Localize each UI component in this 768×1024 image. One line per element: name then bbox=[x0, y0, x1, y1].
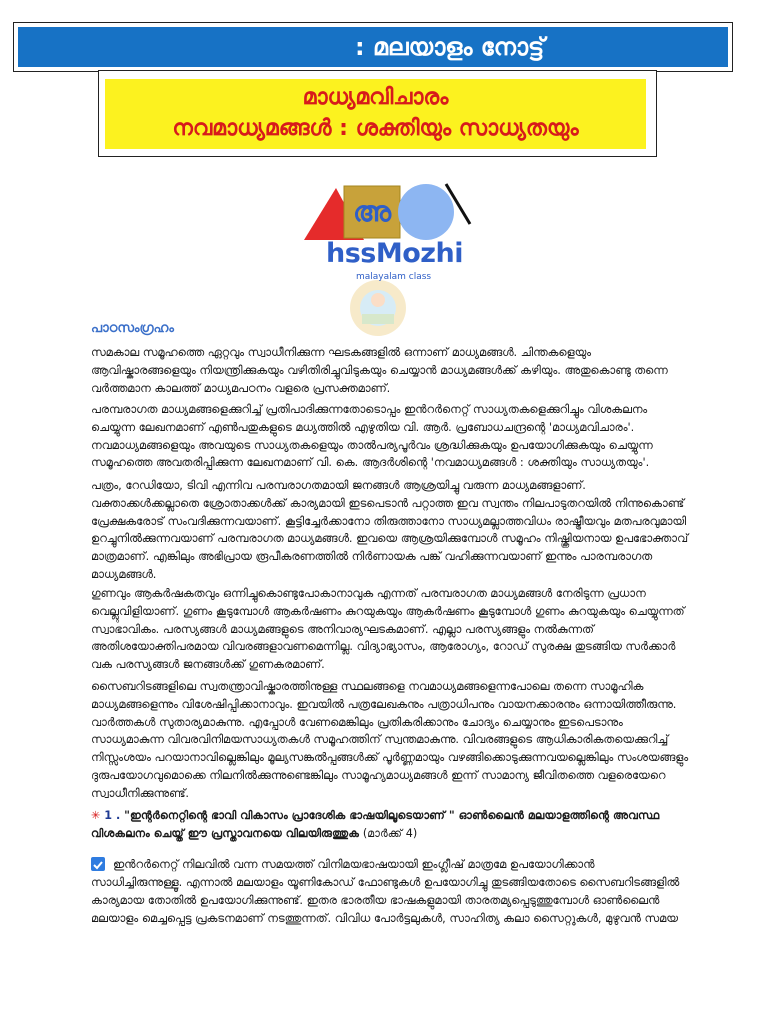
header-frame bbox=[13, 22, 733, 72]
watermark-emblem bbox=[350, 280, 406, 336]
header-title: : മലയാളം നോട്ട് bbox=[355, 33, 545, 61]
header-bar bbox=[18, 27, 728, 67]
paragraph-4: ഗുണവും ആകർഷകതവും ഒന്നിച്ചുകൊണ്ടുപോകാനാവുക എന്നത് പരമ്പരാഗത മാധ്യമങ്ങൾ നേരിടുന്ന പ്രധാന വെല്ലുവിളിയാണ്. ഗുണം കൂടുമ്പോൾ ആകർഷണം കുറയുകയും ആകർഷണം കൂടുമ്പോൾ ഗുണം കുറയുകയും ചെയ്യുന്നത് സ്വാഭാവികം. പരസ്യങ്ങൾ മാധ്യമങ്ങളുടെ അനിവാര്യഘടകമാണ്. എല്ലാ പരസ്യങ്ങളും നൽകുന്നത് അതിശയോക്തിപരമായ വിവരങ്ങളാവണമെന്നില്ല. വിദ്യാഭ്യാസം, ആരോഗ്യം, റോഡ് സുരക്ഷ തുടങ്ങിയ സർക്കാർ വക പരസ്യങ്ങൾ ജനങ്ങൾക്ക് ഗുണകരമാണ്. bbox=[91, 586, 685, 672]
question-block bbox=[91, 807, 691, 843]
logo-letter: അ bbox=[352, 195, 392, 228]
title-frame bbox=[98, 70, 657, 157]
pin-icon: ✳ bbox=[91, 809, 101, 822]
question-number: 1 . bbox=[104, 809, 121, 822]
answer-text: ഇൻറർനെറ്റ് നിലവിൽ വന്ന സമയത്ത് വിനിമയഭാഷയായി ഇംഗ്ലീഷ് മാത്രമേ ഉപയോഗിക്കാൻ സാധിച്ചിരുന്നുള്ളൂ. എന്നാൽ മലയാളം യൂണികോഡ് ഫോണ്ടുകൾ ഉപയോഗിച്ചു തുടങ്ങിയതോടെ സൈബറിടങ്ങളിൽ കാര്യമായ തോതിൽ ഉപയോഗിക്കുന്നുണ്ട്. ഇതര ഭാരതീയ ഭാഷകളുമായി താരതമ്യപ്പെടുത്തുമ്പോൾ ഓൺലൈൻ മലയാളം മെച്ചപ്പെട്ട പ്രകടനമാണ് നടത്തുന്നത്. വിവിധ പോർട്ടലുകൾ, സാഹിത്യ കലാ സൈറ്റുകൾ, മുഴുവൻ സമയ bbox=[91, 857, 680, 925]
question-text: "ഇന്റർനെറ്റിന്റെ ഭാവി വികാസം പ്രാദേശിക ഭാഷയിലൂടെയാണ് " ഓൺലൈൻ മലയാളത്തിന്റെ അവസ്ഥ വിശകലനം ചെയ്ത് ഈ പ്രസ്താവനയെ വിലയിരുത്തുക bbox=[91, 809, 660, 840]
section-heading: പാഠസംഗ്രഹം bbox=[91, 321, 174, 336]
title-line-1: മാധ്യമവിചാരം bbox=[302, 85, 449, 110]
paragraph-3: പത്രം, റേഡിയോ, ടിവി എന്നിവ പരമ്പരാഗതമായി ജനങ്ങൾ ആശ്രയിച്ചു വരുന്ന മാധ്യമങ്ങളാണ്. വക്താക്കൾക്കല്ലാതെ ശ്രോതാക്കൾക്ക് കാര്യമായി ഇടപെടാൻ പറ്റാത്ത ഇവ സ്വന്തം നിലപാടുതറയിൽ നിന്നുകൊണ്ട് പ്രേക്ഷകരോട് സംവദിക്കുന്നവയാണ്. കൂട്ടിച്ചേർക്കാനോ തിരുത്താനോ സാധ്യമല്ലാത്തവിധം രാഷ്ട്രീയവും മതപരവുമായി ഉറച്ചുനിൽക്കുന്നവയാണ് പരമ്പരാഗത മാധ്യമങ്ങൾ. ഇവയെ ആശ്രയിക്കുമ്പോൾ സമൂഹം നിഷ്ക്രിയനായ ഉപഭോക്താവ് മാത്രമാണ്. എങ്കിലും അഭിപ്രായ രൂപീകരണത്തിൽ നിർണായക പങ്ക് വഹിക്കുന്നവയാണ് ഇന്നും പാരമ്പരാഗത മാധ്യമങ്ങൾ. bbox=[91, 478, 688, 581]
paragraph-1: സമകാല സമൂഹത്തെ ഏറ്റവും സ്വാധീനിക്കുന്ന ഘടകങ്ങളിൽ ഒന്നാണ് മാധ്യമങ്ങൾ. ചിന്തകളെയും ആവിഷ്കാരങ്ങളെയും നിയന്ത്രിക്കുകയും വഴിതിരിച്ചുവിടുകയും ചെയ്യാൻ മാധ്യമങ്ങൾക്ക് കഴിയും. അതുകൊണ്ടു തന്നെ വർത്തമാന കാലത്ത് മാധ്യമപഠനം വളരെ പ്രസക്തമാണ്. bbox=[91, 345, 668, 395]
blue-circle bbox=[398, 184, 454, 240]
title-box bbox=[105, 79, 646, 149]
logo-subtitle: malayalam class bbox=[356, 272, 432, 282]
title-line-2: നവമാധ്യമങ്ങൾ : ശക്തിയും സാധ്യതയും bbox=[172, 116, 579, 141]
paragraph-2: പരമ്പരാഗത മാധ്യമങ്ങളെക്കുറിച്ച് പ്രതിപാദിക്കുന്നതോടൊപ്പം ഇൻറർനെറ്റ് സാധ്യതകളെക്കുറിച്ചും വിശകലനം ചെയ്യുന്ന ലേഖനമാണ് എൺപതുകളുടെ മധ്യത്തിൽ എഴുതിയ വി. ആർ. പ്രബോധചന്ദ്രന്റെ 'മാധ്യമവിചാരം'. നവമാധ്യമങ്ങളെയും അവയുടെ സാധ്യതകളെയും താൽപര്യപൂർവം ശ്രദ്ധിക്കുകയും ഉപയോഗിക്കുകയും ചെയ്യുന്ന സമൂഹത്തെ അവതരിപ്പിക്കുന്ന ലേഖനമാണ് വി. കെ. ആദർശിന്റെ 'നവമാധ്യമങ്ങൾ : ശക്തിയും സാധ്യതയും'. bbox=[91, 402, 653, 470]
logo-name: hssMozhi bbox=[326, 238, 463, 269]
question-marks: (മാർക്ക് 4) bbox=[362, 827, 418, 840]
hssmozhi-logo bbox=[300, 180, 475, 345]
paragraph-5: സൈബറിടങ്ങളിലെ സ്വതന്ത്രാവിഷ്കാരത്തിനുള്ള സ്ഥലങ്ങളെ നവമാധ്യമങ്ങളെന്നപോലെ തന്നെ സാമൂഹിക മാധ്യമങ്ങളെന്നും വിശേഷിപ്പിക്കാനാവും. ഇവയിൽ പത്രലേഖകനും പത്രാധിപനും വായനക്കാരനും ഒന്നായിത്തീരുന്നു. വാർത്തകൾ സുതാര്യമാകുന്നു. എപ്പോൾ വേണമെങ്കിലും പ്രതികരിക്കാനും ചോദ്യം ചെയ്യാനും ഇടപെടാനും സാധ്യമാകുന്ന വിവരവിനിമയസാധ്യതകൾ സമൂഹത്തിന് സ്വന്തമാകുന്നു. വിവരങ്ങളുടെ ആധികാരികതയെക്കുറിച്ച് നിസ്സംശയം പറയാനാവില്ലെങ്കിലും മൂല്യസങ്കൽപ്പങ്ങൾക്ക് പൂർണ്ണമായും വഴങ്ങിക്കൊടുക്കുന്നവയല്ലെങ്കിലും സംശയങ്ങളും ദുരുപയോഗവുമൊക്കെ നിലനിൽക്കുന്നുണ്ടെങ്കിലും സാമൂഹ്യമാധ്യമങ്ങൾ ഇന്ന് സാമാന്യ ജീവിതത്തെ വളരെയേറെ സ്വാധീനിക്കുന്നുണ്ട്. bbox=[91, 679, 689, 800]
